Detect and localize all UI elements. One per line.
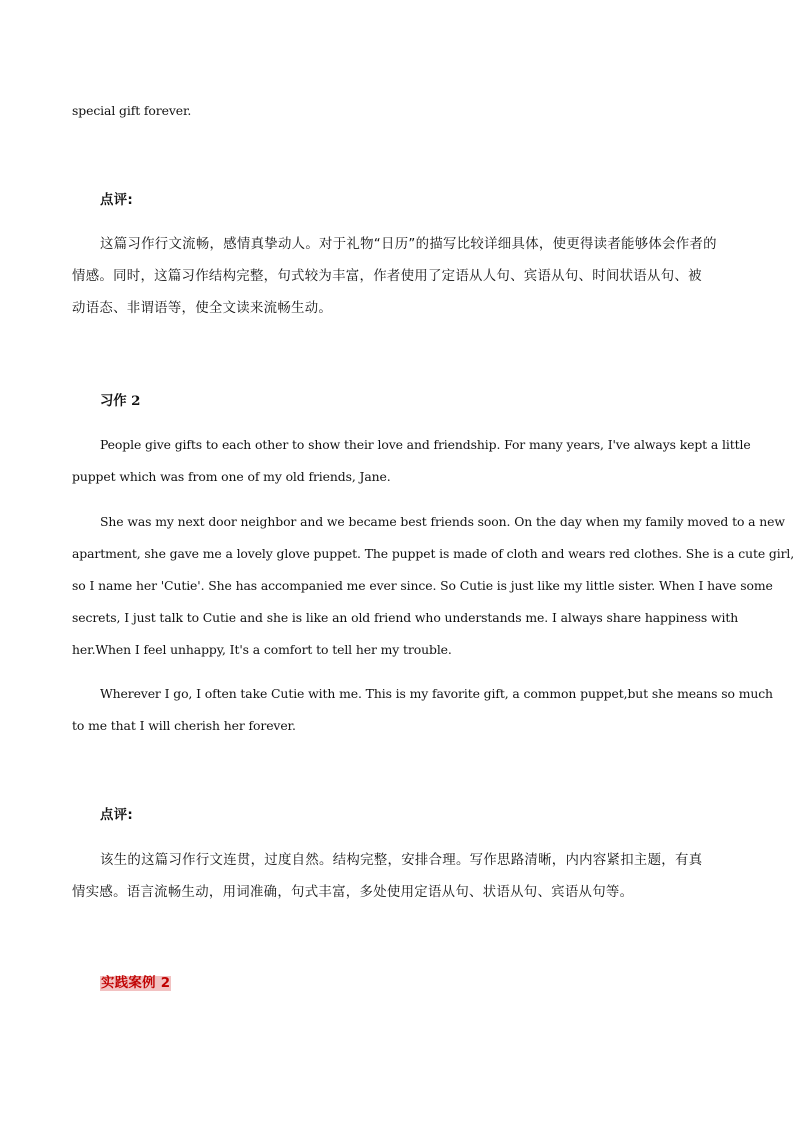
review1-line: 动语态、非谓语等，使全文读来流畅生动。 <box>72 301 333 316</box>
continuation-text: special gift forever. <box>72 103 192 118</box>
essay2-para1-line: puppet which was from one of my old friends, Jane. <box>72 469 391 484</box>
review2-heading: 点评: <box>100 808 134 823</box>
review1-line: 这篇习作行文流畅，感情真挚动人。对于礼物“日历”的描写比较详细具体，使更得读者能够体会作者的 <box>100 237 717 252</box>
review1-line: 情感。同时，这篇习作结构完整，句式较为丰富，作者使用了定语从人句、宾语从句、时间状语从句、被 <box>72 269 702 284</box>
essay2-para2-line: secrets, I just talk to Cutie and she is like an old friend who understands me. I always share happiness with <box>72 610 739 625</box>
essay2-para1-line: People give gifts to each other to show their love and friendship. For many years, I've always kept a little <box>100 437 751 452</box>
essay2-para2-line: apartment, she gave me a lovely glove puppet. The puppet is made of cloth and wears red clothes. She is a cute girl, <box>72 546 794 561</box>
essay2-para2-line: her.When I feel unhappy, It's a comfort to tell her my trouble. <box>72 642 452 657</box>
essay2-heading: 习作 2 <box>100 393 141 409</box>
essay2-para3-line: to me that I will cherish her forever. <box>72 718 296 733</box>
essay2-para3-line: Wherever I go, I often take Cutie with me. This is my favorite gift, a common puppet,but she means so much <box>100 686 773 701</box>
review1-heading: 点评: <box>100 193 134 208</box>
case-heading: 实践案例 2 <box>101 976 171 991</box>
review2-line: 该生的这篇习作行文连贯，过度自然。结构完整，安排合理。写作思路清晰，内内容紧扣主题，有真 <box>100 853 703 868</box>
essay2-para2-line: so I name her 'Cutie'. She has accompanied me ever since. So Cutie is just like my little sister. When I have some <box>72 578 773 593</box>
essay2-para2-line: She was my next door neighbor and we became best friends soon. On the day when my family moved to a new <box>100 514 785 529</box>
case-heading-wrapper <box>100 975 171 992</box>
review2-line: 情实感。语言流畅生动，用词准确，句式丰富，多处使用定语从句、状语从句、宾语从句等。 <box>72 885 634 900</box>
